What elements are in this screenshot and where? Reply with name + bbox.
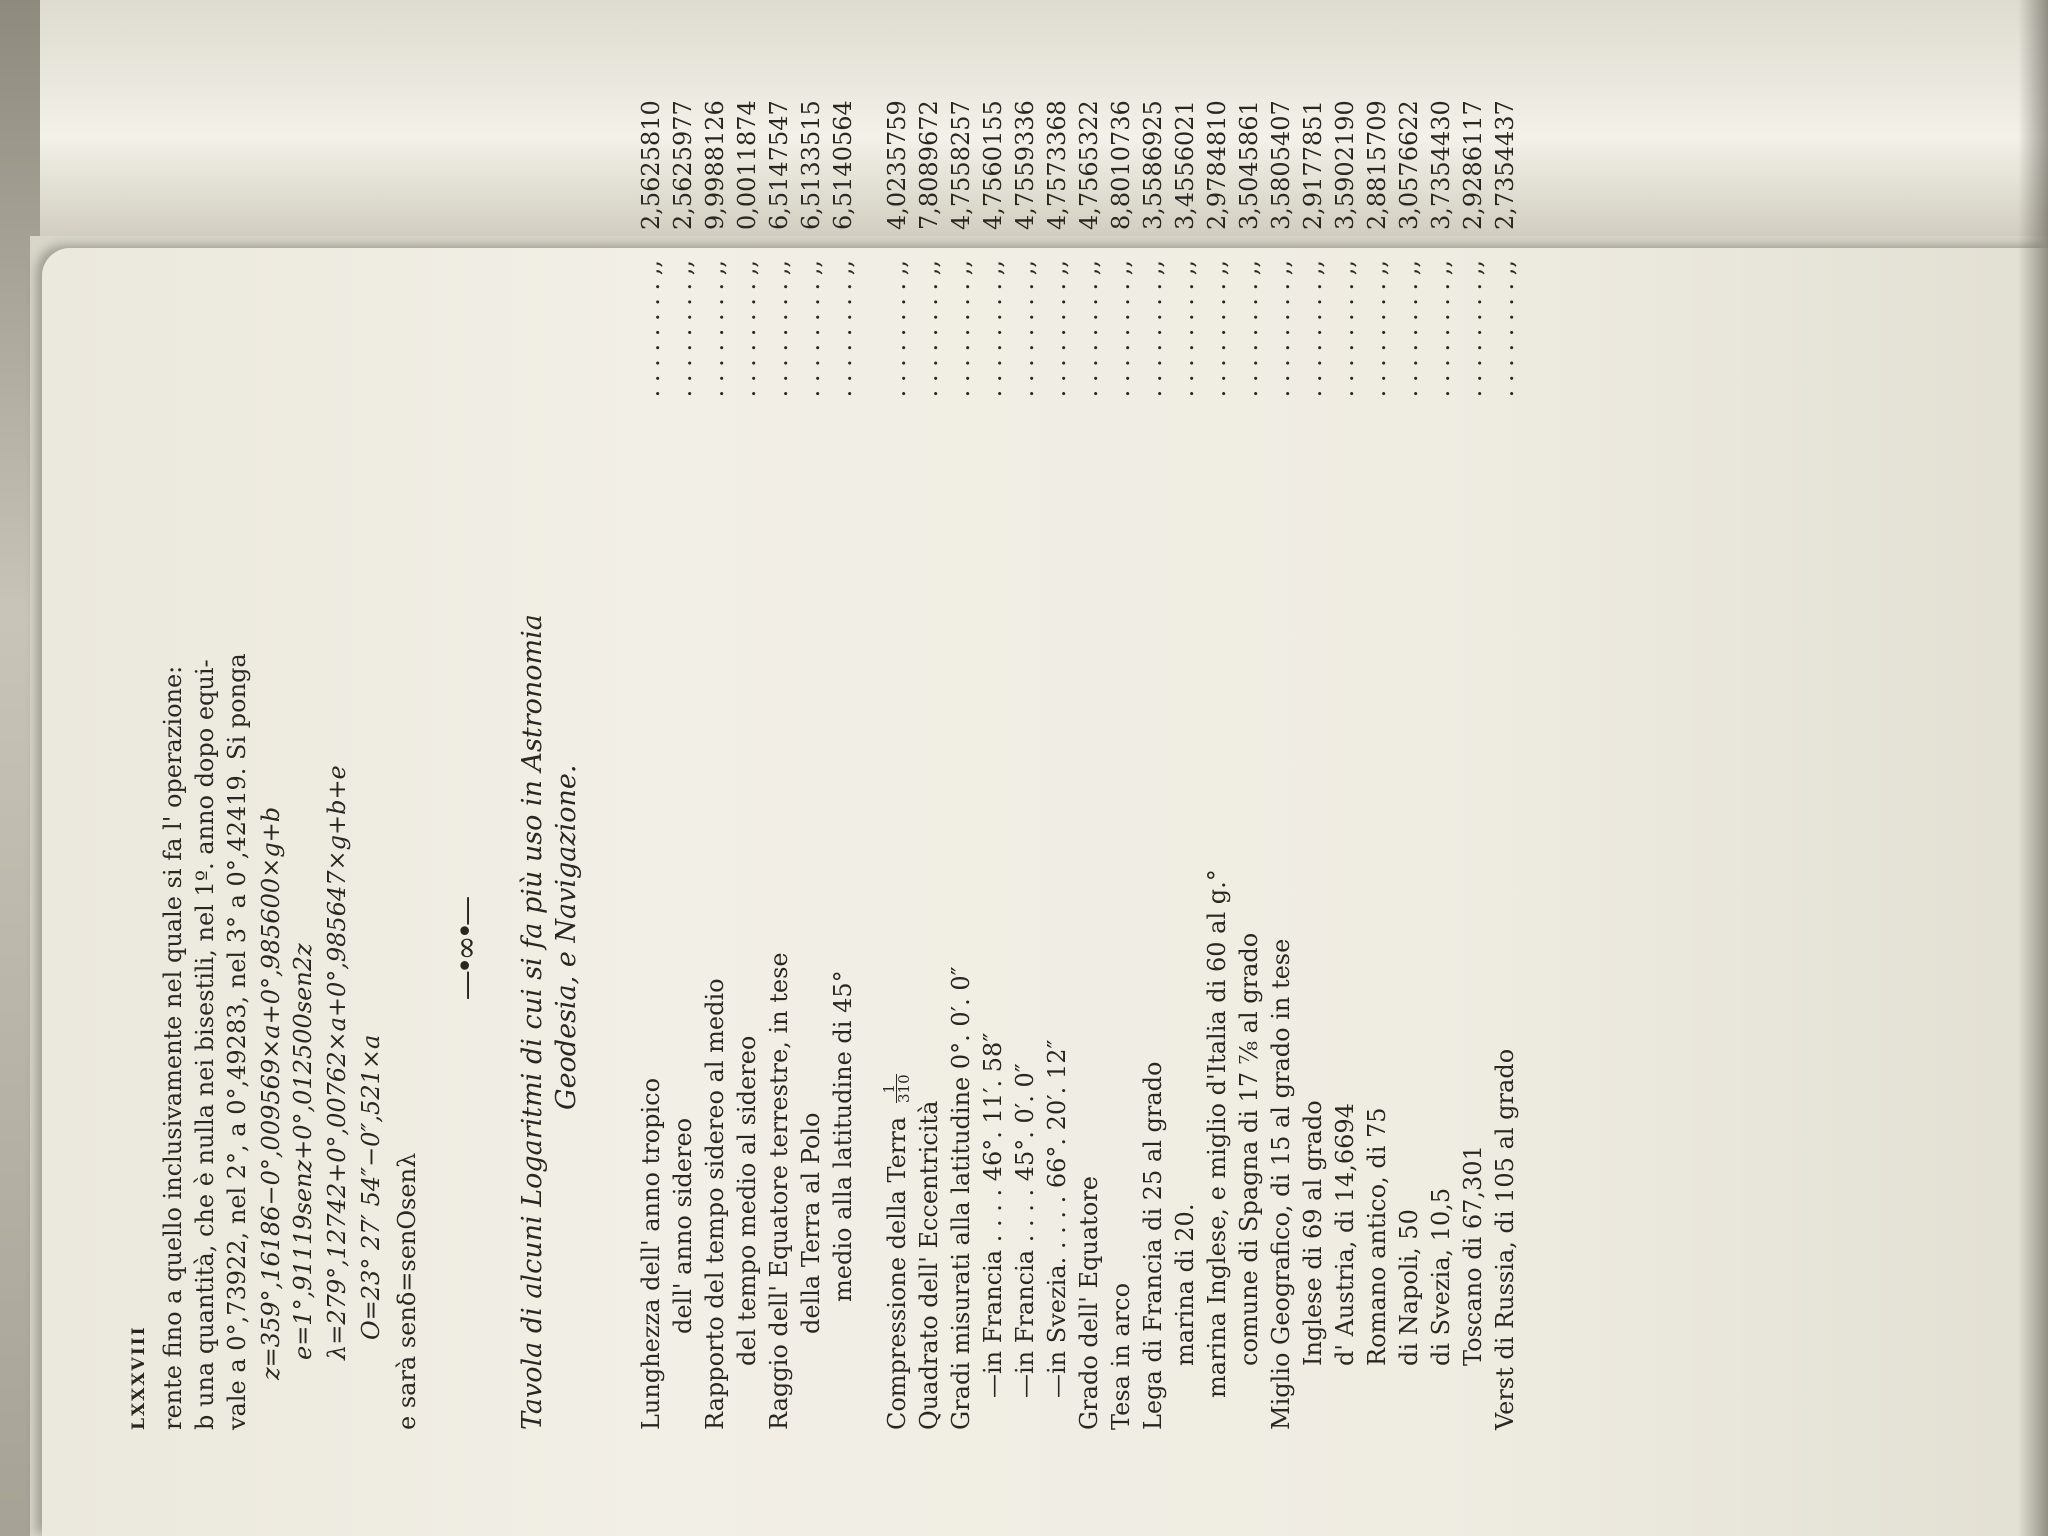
- intro-line-3: vale a 0°,73922, nel 2°, a 0°,49283, nel 3° a 0°,42419. Si ponga: [223, 653, 251, 1430]
- table-row: [1266, 100, 1296, 1470]
- formula-o: O=23° 27′ 54″−0″,521×a: [357, 1034, 385, 1340]
- table-row-label: Lunghezza dell' anno tropico: [637, 1077, 665, 1430]
- leader-dots: . . . . . . . . ,,: [1491, 260, 1519, 398]
- fraction-numerator: 1: [880, 1083, 898, 1094]
- table-row: [946, 100, 976, 1470]
- table-row-value: 8,8010736: [1107, 100, 1135, 230]
- formula-e: e=1°,91119senz+0°,012500sen2z: [289, 943, 317, 1360]
- table-row: [1394, 100, 1424, 1470]
- table-row-value: 4,7565322: [1075, 100, 1103, 230]
- table-row-label: —in Francia . . . . 46°. 11′. 58″: [979, 1032, 1007, 1398]
- table-row-value: 4,7573368: [1043, 100, 1071, 230]
- rotated-page-content: [70, 100, 1950, 1470]
- fraction-denominator: 310: [895, 1074, 913, 1103]
- leader-dots: . . . . . . . . ,,: [1139, 260, 1167, 398]
- table-row-value: 7,8089672: [915, 100, 943, 230]
- table-row-value: 2,9784810: [1203, 100, 1231, 230]
- table-row-label: Verst di Russia, di 105 al grado: [1491, 1048, 1519, 1430]
- table-row-label: del tempo medio al sidereo: [733, 1035, 761, 1366]
- table-row-label: di Napoli, 50: [1395, 1209, 1423, 1366]
- ornament-divider: —•∞•—: [449, 899, 484, 1001]
- table-row-label: Lega di Francia di 25 al grado: [1139, 1061, 1167, 1430]
- leader-dots: . . . . . . . . ,,: [669, 260, 697, 398]
- table-row: [914, 100, 944, 1470]
- table-row-value: 4,7558257: [947, 100, 975, 230]
- table-row-value: 6,5133515: [797, 100, 825, 230]
- leader-dots: . . . . . . . . ,,: [1107, 260, 1135, 398]
- table-row: [732, 100, 762, 1470]
- leader-dots: . . . . . . . . ,,: [1395, 260, 1423, 398]
- table-row-label: marina di 20.: [1171, 1203, 1199, 1366]
- table-row-label: —in Francia . . . . 45°. 0′. 0″: [1011, 1063, 1039, 1398]
- table-row-value: 2,9286117: [1459, 100, 1487, 230]
- table-row-value: 2,8815709: [1363, 100, 1391, 230]
- table-row-label: di Svezia, 10,5: [1427, 1187, 1455, 1366]
- leader-dots: . . . . . . . . ,,: [947, 260, 975, 398]
- table-row: [978, 100, 1008, 1470]
- leader-dots: . . . . . . . . ,,: [1203, 260, 1231, 398]
- table-caption-2: Geodesia, e Navigazione.: [551, 764, 582, 1110]
- table-row-label: Grado dell' Equatore: [1075, 1176, 1103, 1430]
- table-row: [796, 100, 826, 1470]
- table-row-value: 3,5805407: [1267, 100, 1295, 230]
- table-row-value: 4,7560155: [979, 100, 1007, 230]
- table-row-value: 0,0011874: [733, 100, 761, 230]
- table-row: [1330, 100, 1360, 1470]
- fraction: [882, 1074, 911, 1103]
- table-row-label: Inglese di 69 al grado: [1299, 1100, 1327, 1366]
- leader-dots: . . . . . . . . ,,: [1075, 260, 1103, 398]
- table-row-label: —in Svezia. . . . . 66°. 20′. 12″: [1043, 1039, 1071, 1398]
- leader-dots: . . . . . . . . ,,: [733, 260, 761, 398]
- formula-lambda: λ=279°,12742+0°,00762×a+0°,985647×g+b+e: [323, 765, 351, 1360]
- table-row: [1490, 100, 1520, 1470]
- table-row: [1138, 100, 1168, 1470]
- leader-dots: . . . . . . . . ,,: [765, 260, 793, 398]
- table-row-label: Raggio dell' Equatore terrestre, in tese: [765, 952, 793, 1430]
- table-row-label: Tesa in arco: [1107, 1282, 1135, 1430]
- leader-dots: . . . . . . . . ,,: [915, 260, 943, 398]
- table-row: [1234, 100, 1264, 1470]
- table-row: [1010, 100, 1040, 1470]
- intro-line-2: b una quantità, che è nulla nei bisestili, nel 1º. anno dopo equi-: [191, 659, 219, 1430]
- table-row-value: 2,5625977: [669, 100, 697, 230]
- leader-dots: . . . . . . . . ,,: [829, 260, 857, 398]
- leader-dots: . . . . . . . . ,,: [637, 260, 665, 398]
- table-row-value: 4,7559336: [1011, 100, 1039, 230]
- page-shadow: [2018, 0, 2048, 1536]
- table-row: [636, 100, 666, 1470]
- leader-dots: . . . . . . . . ,,: [1235, 260, 1263, 398]
- leader-dots: . . . . . . . . ,,: [1011, 260, 1039, 398]
- table-row: [1106, 100, 1136, 1470]
- table-row-value: 3,4556021: [1171, 100, 1199, 230]
- leader-dots: . . . . . . . . ,,: [701, 260, 729, 398]
- table-row-label: Rapporto del tempo sidereo al medio: [701, 978, 729, 1430]
- table-row-label: marina Inglese, e miglio d'Italia di 60 al g.°: [1203, 869, 1231, 1398]
- table-row-label: Gradi misurati alla latitudine 0°. 0′. 0″: [947, 966, 975, 1430]
- leader-dots: . . . . . . . . ,,: [1267, 260, 1295, 398]
- table-row: [1074, 100, 1104, 1470]
- table-row: [1170, 100, 1200, 1470]
- leader-dots: . . . . . . . . ,,: [883, 260, 911, 398]
- table-row-value: 2,7354437: [1491, 100, 1519, 230]
- table-row: [1362, 100, 1392, 1470]
- table-row-value: 2,5625810: [637, 100, 665, 230]
- table-row: [1426, 100, 1456, 1470]
- table-row-label: Miglio Geografico, di 15 al grado in tese: [1267, 938, 1295, 1430]
- table-row-label: Toscano di 67,301: [1459, 1145, 1487, 1366]
- table-row-label: d' Austria, di 14,6694: [1331, 1103, 1359, 1366]
- table-row-value: 6,5140564: [829, 100, 857, 230]
- table-row-value: 2,9177851: [1299, 100, 1327, 230]
- table-row: [700, 100, 730, 1470]
- table-row-label: Romano antico, di 75: [1363, 1107, 1391, 1366]
- table-row: [1458, 100, 1488, 1470]
- table-row-label: medio alla latitudine di 45°: [829, 970, 857, 1302]
- leader-dots: . . . . . . . . ,,: [1299, 260, 1327, 398]
- table-row: [668, 100, 698, 1470]
- final-line: e sarà senδ=senOsenλ: [393, 1152, 421, 1430]
- table-row-value: 3,5902190: [1331, 100, 1359, 230]
- table-row: [1298, 100, 1328, 1470]
- leader-dots: . . . . . . . . ,,: [1459, 260, 1487, 398]
- table-row-label: comune di Spagna di 17 ⅞ al grado: [1235, 932, 1263, 1366]
- table-row: [1202, 100, 1232, 1470]
- table-row-value: 3,0576622: [1395, 100, 1423, 230]
- table-row-label: dell' anno sidereo: [669, 1117, 697, 1334]
- leader-dots: . . . . . . . . ,,: [797, 260, 825, 398]
- leader-dots: . . . . . . . . ,,: [1171, 260, 1199, 398]
- table-row-value: 3,5045861: [1235, 100, 1263, 230]
- table-row-value: 6,5147547: [765, 100, 793, 230]
- table-row: [764, 100, 794, 1470]
- table-row: [1042, 100, 1072, 1470]
- leader-dots: . . . . . . . . ,,: [979, 260, 1007, 398]
- leader-dots: . . . . . . . . ,,: [1043, 260, 1071, 398]
- table-caption-1: Tavola di alcuni Logaritmi di cui si fa più uso in Astronomia: [517, 614, 548, 1430]
- leader-dots: . . . . . . . . ,,: [1427, 260, 1455, 398]
- table-row: [828, 100, 858, 1470]
- table-row-value: 9,9988126: [701, 100, 729, 230]
- page-number: LXXXVIII: [129, 1325, 149, 1430]
- table-row-value: 3,5586925: [1139, 100, 1167, 230]
- table-row-value: 3,7354430: [1427, 100, 1455, 230]
- table-row-label: Compressione della Terra: [883, 1116, 911, 1430]
- leader-dots: . . . . . . . . ,,: [1363, 260, 1391, 398]
- table-row: [880, 100, 913, 1470]
- leader-dots: . . . . . . . . ,,: [1331, 260, 1359, 398]
- table-row-value: 4,0235759: [883, 100, 911, 230]
- intro-line-1: rente fino a quello inclusivamente nel quale si fa l' operazione:: [159, 665, 187, 1430]
- table-row-label: Quadrato dell' Eccentricità: [915, 1100, 943, 1430]
- table-row-label: della Terra al Polo: [797, 1112, 825, 1334]
- formula-z: z=359°,16186−0°,009569×a+0°,985600×g+b: [257, 806, 285, 1380]
